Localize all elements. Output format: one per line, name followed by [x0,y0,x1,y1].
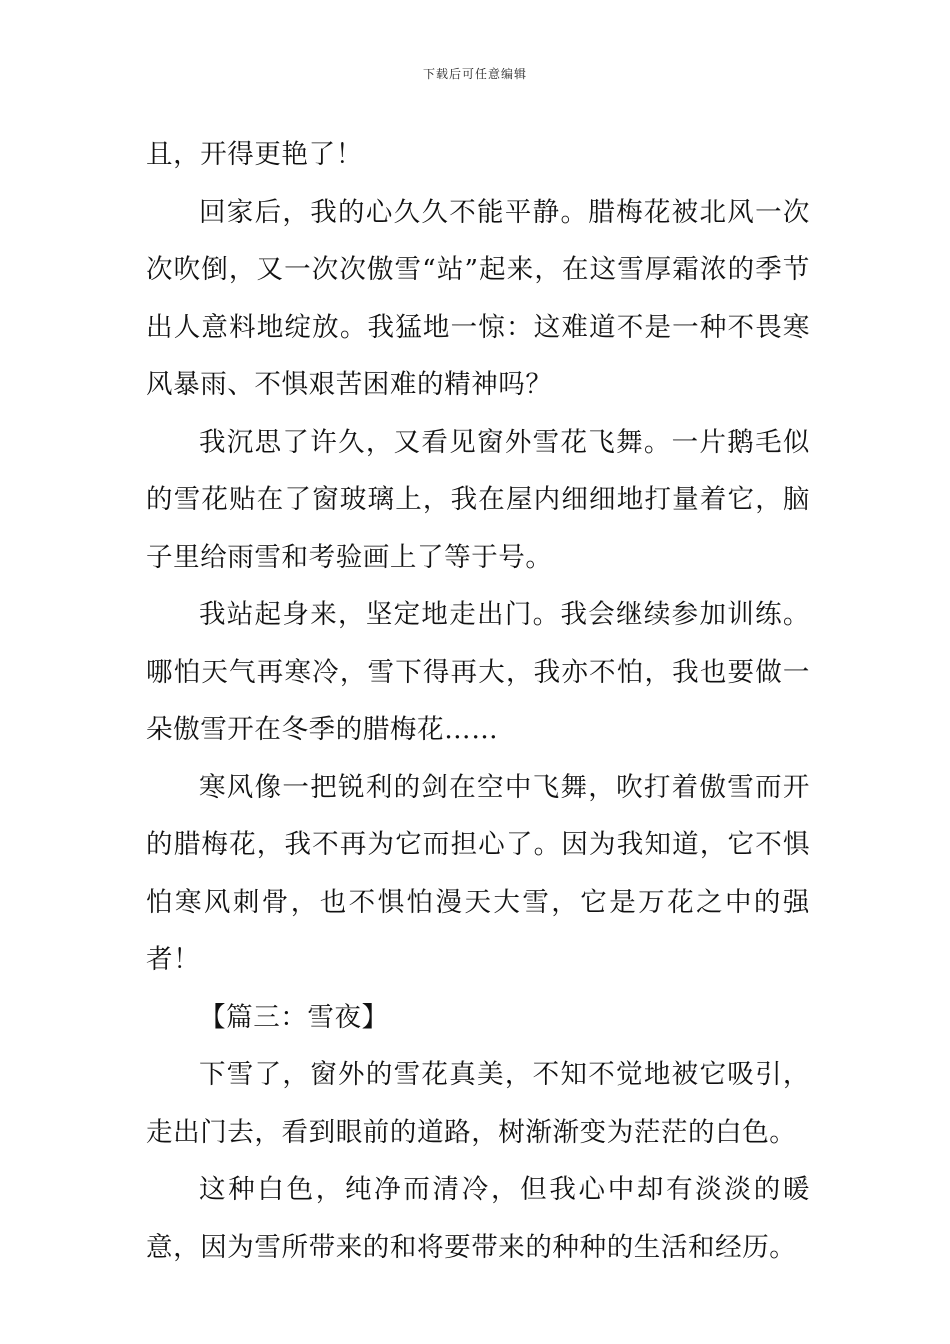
paragraph-continuation: 且，开得更艳了！ [146,139,363,170]
paragraph: 我站起身来，坚定地走出门。我会继续参加训练。哪怕天气再寒冷，雪下得再大，我亦不怕，我也要做一朵傲雪开在冬季的腊梅花…… [146,599,810,745]
document-body [146,126,810,1276]
paragraph: 我沉思了许久，又看见窗外雪花飞舞。一片鹅毛似的雪花贴在了窗玻璃上，我在屋内细细地打量着它，脑子里给雨雪和考验画上了等于号。 [146,426,810,573]
paragraph: 寒风像一把锐利的剑在空中飞舞，吹打着傲雪而开的腊梅花，我不再为它而担心了。因为我知道，它不惧怕寒风刺骨，也不惧怕漫天大雪，它是万花之中的强者！ [146,771,810,975]
paragraph: 下雪了，窗外的雪花真美，不知不觉地被它吸引，走出门去，看到眼前的道路，树渐渐变为茫茫的白色。 [146,1059,810,1148]
paragraph: 这种白色，纯净而清冷，但我心中却有淡淡的暖意，因为雪所带来的和将要带来的种种的生活和经历。 [146,1174,810,1263]
paragraph: 回家后，我的心久久不能平静。腊梅花被北风一次次吹倒，又一次次傲雪“站”起来，在这雪厚霜浓的季节出人意料地绽放。我猛地一惊：这难道不是一种不畏寒风暴雨、不惧艰苦困难的精神吗？ [146,196,810,400]
page-header: 下载后可任意编辑 [422,67,527,81]
section-heading: 【篇三：雪夜】 [199,1001,389,1033]
